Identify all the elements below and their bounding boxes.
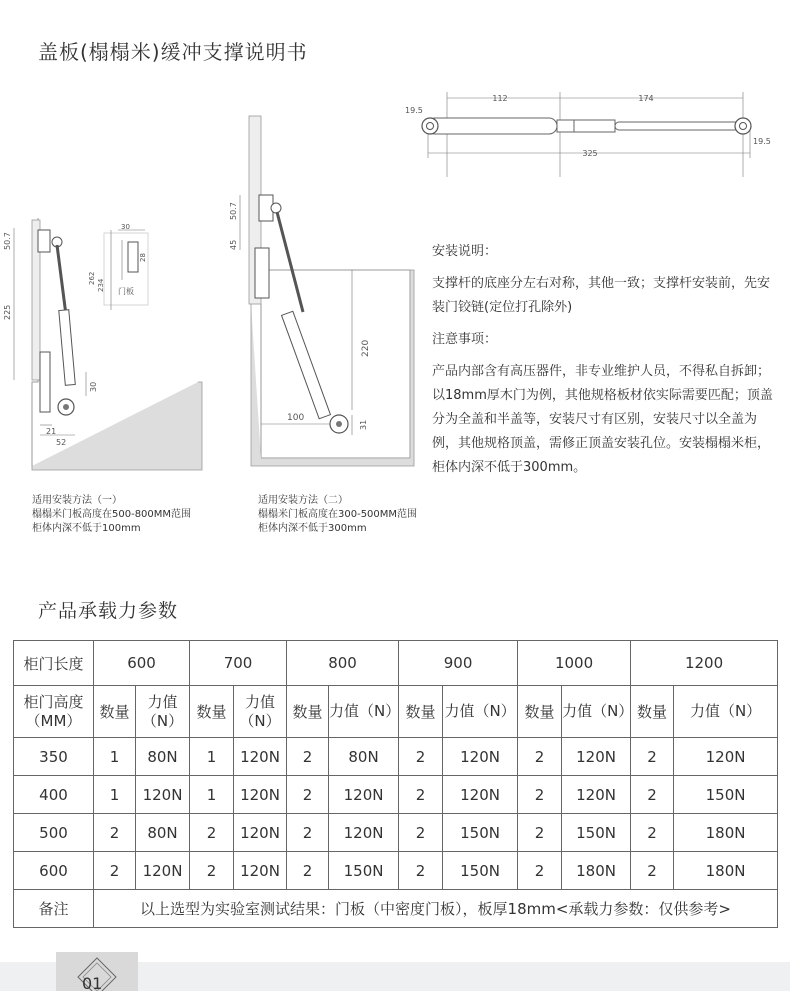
m1-dim-w2: 52	[56, 438, 67, 447]
m2-dim-h3: 220	[361, 339, 371, 357]
table-cell: 120N	[562, 738, 631, 776]
row-header-cell: 柜门高度（MM）	[14, 686, 94, 738]
force-header: 力值（N）	[562, 686, 631, 738]
table-cell: 2	[631, 852, 674, 890]
method2-notes	[258, 494, 417, 536]
remark-label: 备注	[14, 890, 94, 928]
force-header: 力值（N）	[443, 686, 518, 738]
install-instructions	[432, 240, 777, 480]
table-cell: 150N	[443, 814, 518, 852]
table-cell: 2	[631, 814, 674, 852]
table-cell: 1	[190, 738, 234, 776]
width-header: 1000	[518, 641, 631, 686]
page-title: 盖板(榻榻米)缓冲支撑说明书	[38, 40, 308, 64]
method2-note-height: 榻榻米门板高度在300-500MM范围	[258, 509, 418, 520]
qty-header: 数量	[631, 686, 674, 738]
table-cell: 1	[94, 776, 136, 814]
table-cell: 2	[518, 738, 562, 776]
table-cell: 120N	[234, 776, 287, 814]
force-header: 力值（N）	[234, 686, 287, 738]
table-row	[14, 852, 778, 890]
table-cell: 80N	[136, 738, 190, 776]
m2-dim-h4: 31	[359, 419, 368, 430]
hinge-dim-h1: 262	[88, 271, 96, 285]
table-cell: 120N	[329, 814, 399, 852]
hinge-dim-h2: 234	[97, 278, 105, 292]
table-cell: 120N	[234, 814, 287, 852]
table-cell: 120N	[443, 738, 518, 776]
table-cell: 180N	[674, 852, 778, 890]
table-cell: 2	[631, 738, 674, 776]
height-cell: 600	[14, 852, 94, 890]
qty-header: 数量	[399, 686, 443, 738]
m2-dim-w1: 100	[287, 413, 305, 423]
table-cell: 2	[631, 776, 674, 814]
table-cell: 180N	[674, 814, 778, 852]
corner-cell: 柜门长度	[14, 641, 94, 686]
table-cell: 150N	[443, 852, 518, 890]
hinge-dim-w: 30	[121, 223, 130, 231]
method2-note-depth: 柜体内深不低于300mm	[258, 523, 367, 534]
remark-row	[14, 890, 778, 928]
height-cell: 350	[14, 738, 94, 776]
table-cell: 120N	[234, 738, 287, 776]
hinge-detail-drawing	[88, 223, 148, 310]
caution-heading: 注意事项：	[432, 332, 498, 347]
method2-note-title: 适用安装方法（二）	[258, 495, 348, 506]
table-row	[14, 814, 778, 852]
table-cell: 2	[518, 814, 562, 852]
table-cell: 120N	[443, 776, 518, 814]
install-text: 支撑杆的底座分左右对称，其他一致；支撑杆安装前，先安装门铰链(定位打孔除外)	[432, 276, 771, 315]
height-cell: 400	[14, 776, 94, 814]
table-cell: 2	[399, 738, 443, 776]
table-cell: 1	[94, 738, 136, 776]
hinge-label: 门板	[118, 287, 134, 296]
dim-total: 325	[582, 149, 598, 158]
table-cell: 150N	[329, 852, 399, 890]
table-cell: 2	[518, 852, 562, 890]
gas-strut-drawing	[405, 92, 771, 177]
table-header-row	[14, 641, 778, 686]
load-parameter-table	[13, 640, 778, 928]
width-header: 700	[190, 641, 287, 686]
qty-header: 数量	[94, 686, 136, 738]
method1-note-height: 榻榻米门板高度在500-800MM范围	[32, 509, 192, 520]
table-cell: 2	[190, 814, 234, 852]
table-row	[14, 776, 778, 814]
table-cell: 2	[94, 852, 136, 890]
dim-b: 174	[638, 94, 654, 103]
table-row	[14, 738, 778, 776]
method1-notes	[32, 494, 191, 536]
page-number: 01	[82, 974, 103, 993]
table-cell: 80N	[136, 814, 190, 852]
table-cell: 150N	[674, 776, 778, 814]
table-cell: 2	[190, 852, 234, 890]
table-cell: 2	[287, 776, 329, 814]
method2-drawing	[229, 116, 414, 466]
table-cell: 150N	[562, 814, 631, 852]
table-cell: 80N	[329, 738, 399, 776]
force-header: 力值（N）	[329, 686, 399, 738]
qty-header: 数量	[287, 686, 329, 738]
width-header: 600	[94, 641, 190, 686]
remark-text: 以上选型为实验室测试结果：门板（中密度门板），板厚18mm<承载力参数：仅供参考>	[94, 890, 778, 928]
m1-dim-w1: 21	[46, 427, 57, 436]
table-cell: 2	[287, 852, 329, 890]
table-cell: 2	[287, 814, 329, 852]
width-header: 800	[287, 641, 399, 686]
install-heading: 安装说明：	[432, 244, 498, 259]
width-header: 900	[399, 641, 518, 686]
force-header: 力值（N）	[136, 686, 190, 738]
table-cell: 2	[287, 738, 329, 776]
table-cell: 120N	[329, 776, 399, 814]
dim-right-hole: 19.5	[753, 137, 771, 146]
m1-dim-h3: 30	[89, 381, 98, 392]
qty-header: 数量	[190, 686, 234, 738]
caution-text: 产品内部含有高压器件，非专业维护人员，不得私自拆卸；以18mm厚木门为例，其他规格板材依实际需要匹配；顶盖分为全盖和半盖等，安装尺寸有区别，安装尺寸以全盖为例，其他规格顶盖，需修正顶盖安装孔位。安装榻榻米柜，柜体内深不低于300mm。	[432, 364, 773, 475]
table-cell: 120N	[136, 776, 190, 814]
m2-dim-h1: 50.7	[229, 202, 238, 220]
table-cell: 2	[399, 776, 443, 814]
m2-dim-h2: 45	[229, 239, 238, 250]
qty-header: 数量	[518, 686, 562, 738]
height-cell: 500	[14, 814, 94, 852]
method1-note-depth: 柜体内深不低于100mm	[32, 523, 141, 534]
table-subheader-row	[14, 686, 778, 738]
dim-left-hole: 19.5	[405, 106, 423, 115]
table-cell: 2	[399, 814, 443, 852]
hinge-dim-h3: 28	[139, 253, 147, 262]
dim-a: 112	[492, 94, 508, 103]
table-cell: 120N	[674, 738, 778, 776]
table-cell: 2	[94, 814, 136, 852]
m1-dim-h2: 225	[3, 304, 12, 320]
table-cell: 2	[399, 852, 443, 890]
table-cell: 120N	[234, 852, 287, 890]
section-title: 产品承载力参数	[38, 600, 179, 622]
m1-dim-h1: 50.7	[3, 232, 12, 250]
method1-note-title: 适用安装方法（一）	[32, 495, 122, 506]
table-cell: 1	[190, 776, 234, 814]
method1-drawing	[3, 218, 202, 470]
force-header: 力值（N）	[674, 686, 778, 738]
table-cell: 120N	[562, 776, 631, 814]
table-cell: 180N	[562, 852, 631, 890]
width-header: 1200	[631, 641, 778, 686]
table-cell: 120N	[136, 852, 190, 890]
table-cell: 2	[518, 776, 562, 814]
